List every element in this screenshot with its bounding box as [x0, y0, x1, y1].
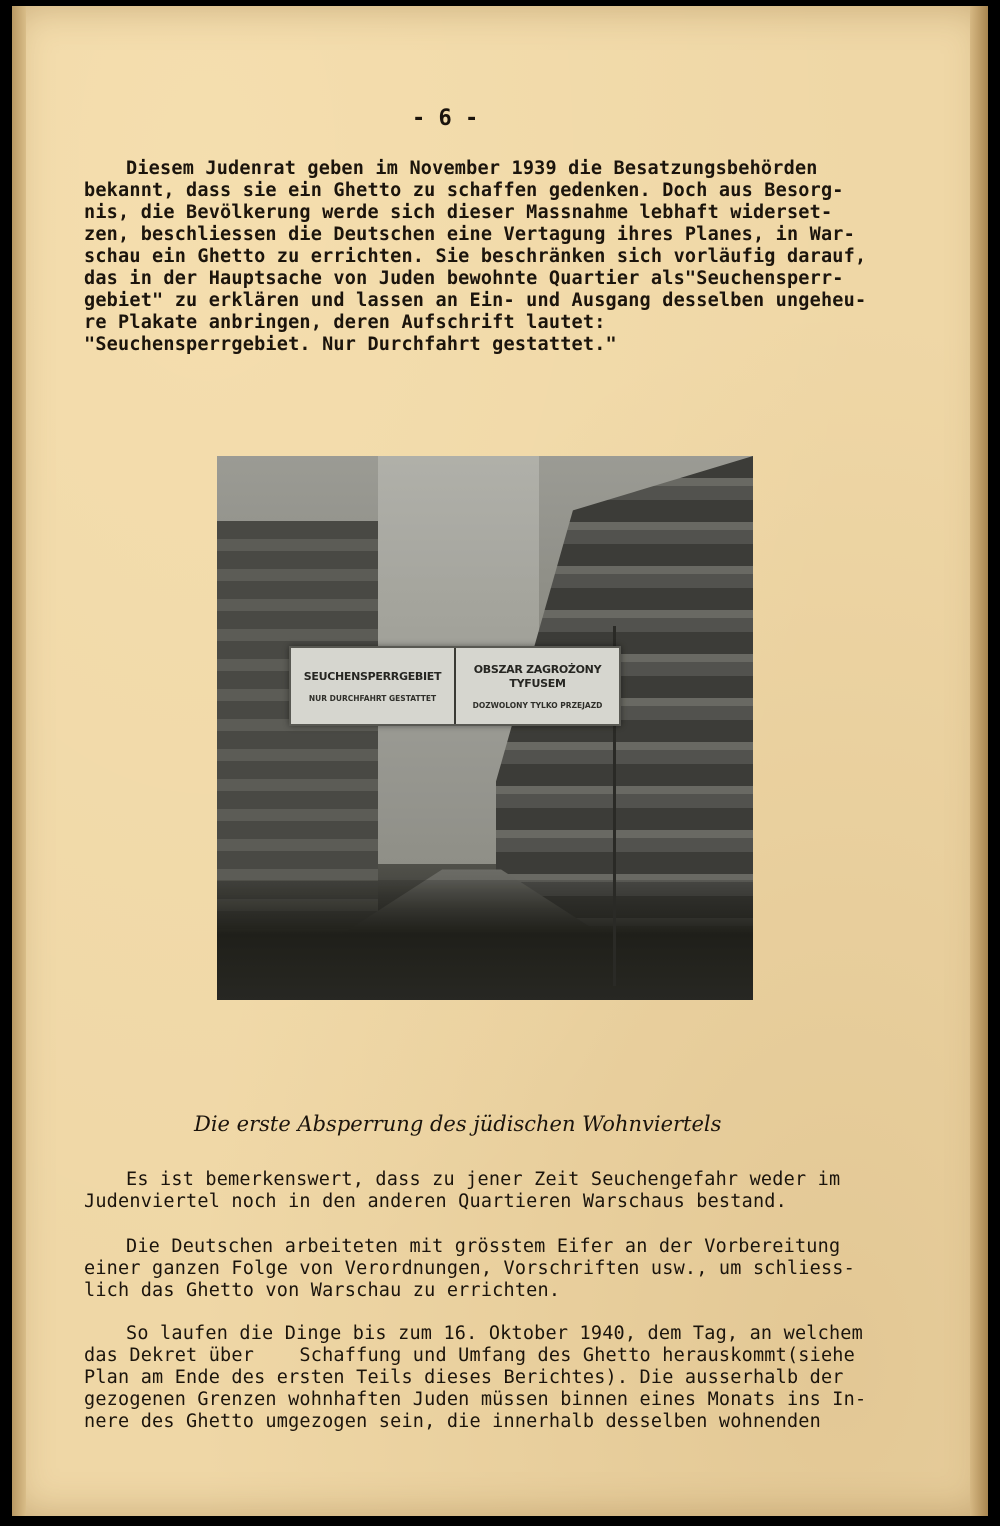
paragraph-2 — [84, 1169, 840, 1213]
sign-german-main: SEUCHENSPERRGEBIET — [303, 669, 442, 683]
page-number: - 6 - — [412, 106, 479, 131]
photo-caption: Die erste Absperrung des jüdischen Wohnviertels — [194, 1112, 722, 1136]
text-line: re Plakate anbringen, deren Aufschrift lautet: — [84, 312, 606, 333]
text-line: Es ist bemerkenswert, dass zu jener Zeit Seuchengefahr weder im — [126, 1169, 841, 1190]
text-line: zen, beschliessen die Deutschen eine Vertagung ihres Planes, in War- — [84, 224, 855, 245]
sign-polish-half — [456, 648, 619, 724]
paragraph-4 — [84, 1323, 866, 1433]
text-line: lich das Ghetto von Warschau zu errichten. — [84, 1280, 561, 1301]
text-line: gezogenen Grenzen wohnhaften Juden müssen binnen eines Monats ins In- — [84, 1389, 867, 1410]
text-line: nis, die Bevölkerung werde sich dieser Massnahme lebhaft widerset- — [84, 202, 833, 223]
sign-polish-main: OBSZAR ZAGROŻONY TYFUSEM — [473, 662, 602, 690]
text-line: nere des Ghetto umgezogen sein, die innerhalb desselben wohnenden — [84, 1411, 821, 1432]
text-line: "Seuchensperrgebiet. Nur Durchfahrt gestattet." — [84, 334, 617, 355]
document-page — [12, 6, 988, 1516]
sign-german-half — [291, 648, 454, 724]
text-line: Plan am Ende des ersten Teils dieses Berichtes). Die ausserhalb der — [84, 1367, 844, 1388]
text-line: bekannt, dass sie ein Ghetto zu schaffen gedenken. Doch aus Besorg- — [84, 180, 844, 201]
sign-german-sub: NUR DURCHFAHRT GESTATTET — [308, 693, 437, 703]
paragraph-3 — [84, 1236, 855, 1302]
text-line: Die Deutschen arbeiteten mit grösstem Eifer an der Vorbereitung — [126, 1236, 841, 1257]
quarantine-sign — [289, 646, 621, 726]
street-photograph — [217, 456, 753, 1000]
text-line: gebiet" zu erklären und lassen an Ein- und Ausgang desselben ungeheu- — [84, 290, 867, 311]
text-line: das Dekret über Schaffung und Umfang des Ghetto herauskommt(siehe — [84, 1345, 855, 1366]
paragraph-1 — [84, 158, 866, 356]
text-line: Diesem Judenrat geben im November 1939 die Besatzungsbehörden — [126, 158, 818, 179]
text-line: das in der Hauptsache von Juden bewohnte Quartier als"Seuchensperr- — [84, 268, 844, 289]
photo-crowd — [217, 880, 753, 1000]
page-left-edge — [12, 6, 26, 1516]
page-right-edge — [970, 6, 988, 1516]
text-line: einer ganzen Folge von Verordnungen, Vorschriften usw., um schliess- — [84, 1258, 855, 1279]
text-line: Judenviertel noch in den anderen Quartieren Warschaus bestand. — [84, 1191, 787, 1212]
text-line: So laufen die Dinge bis zum 16. Oktober 1940, dem Tag, an welchem — [126, 1323, 863, 1344]
text-line: schau ein Ghetto zu errichten. Sie beschränken sich vorläufig darauf, — [84, 246, 867, 267]
sign-polish-sub: DOZWOLONY TYLKO PRZEJAZD — [472, 700, 603, 710]
